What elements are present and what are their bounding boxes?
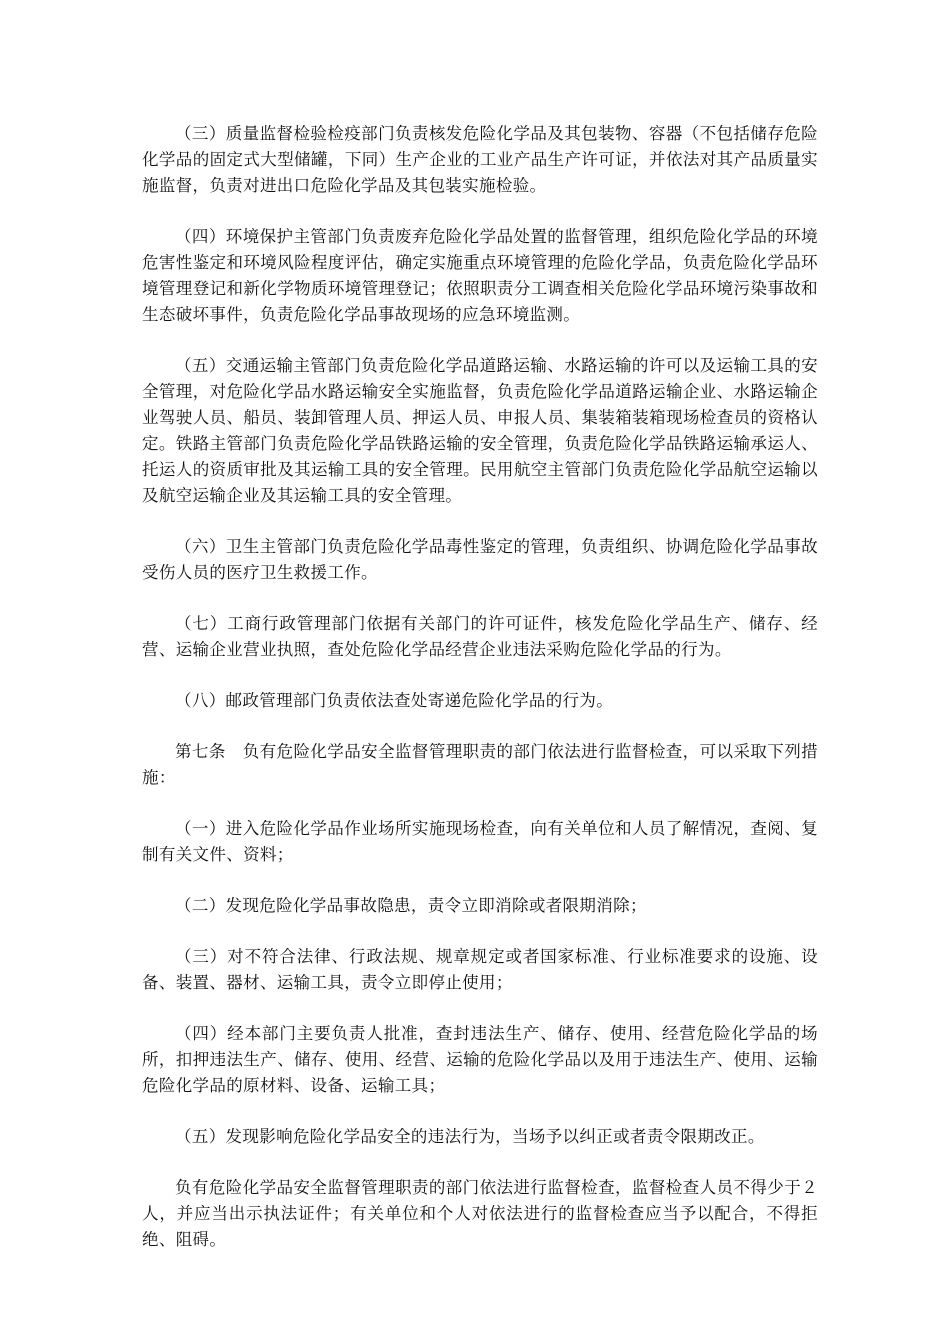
article-7-heading-paragraph: 第七条 负有危险化学品安全监督管理职责的部门依法进行监督检查，可以采取下列措施： xyxy=(142,742,818,787)
paragraph-item-3: （三）质量监督检验检疫部门负责核发危险化学品及其包装物、容器（不包括储存危险化学品的固定式大型储罐，下同）生产企业的工业产品生产许可证，并依法对其产品质量实施监督，负责对进出口危险化学品及其包装实施检验。 xyxy=(142,124,818,195)
paragraph-item-4: （四）环境保护主管部门负责废弃危险化学品处置的监督管理，组织危险化学品的环境危害性鉴定和环境风险程度评估，确定实施重点环境管理的危险化学品，负责危险化学品环境管理登记和新化学物质环境管理登记；依照职责分工调查相关危险化学品环境污染事故和生态破坏事件，负责危险化学品事故现场的应急环境监测。 xyxy=(142,227,818,324)
measure-item-1: （一）进入危险化学品作业场所实施现场检查，向有关单位和人员了解情况，查阅、复制有关文件、资料； xyxy=(142,819,818,864)
paragraph-item-8: （八）邮政管理部门负责依法查处寄递危险化学品的行为。 xyxy=(175,691,614,710)
measure-item-4: （四）经本部门主要负责人批准，查封违法生产、储存、使用、经营危险化学品的场所，扣押违法生产、储存、使用、经营、运输的危险化学品以及用于违法生产、使用、运输危险化学品的原材料、设备、运输工具； xyxy=(142,1024,818,1095)
measure-item-3: （三）对不符合法律、行政法规、规章规定或者国家标准、行业标准要求的设施、设备、装置、器材、运输工具，责令立即停止使用； xyxy=(142,947,818,992)
document-body xyxy=(142,121,818,1278)
measure-item-2: （二）发现危险化学品事故隐患，责令立即消除或者限期消除； xyxy=(175,896,647,915)
inspection-requirement-paragraph: 负有危险化学品安全监督管理职责的部门依法进行监督检查，监督检查人员不得少于２人，并应当出示执法证件；有关单位和个人对依法进行的监督检查应当予以配合，不得拒绝、阻碍。 xyxy=(142,1178,818,1249)
paragraph-item-6: （六）卫生主管部门负责危险化学品毒性鉴定的管理，负责组织、协调危险化学品事故受伤人员的医疗卫生救援工作。 xyxy=(142,537,818,582)
paragraph-item-7: （七）工商行政管理部门依据有关部门的许可证件，核发危险化学品生产、储存、经营、运输企业营业执照，查处危险化学品经营企业违法采购危险化学品的行为。 xyxy=(142,614,818,659)
paragraph-item-5: （五）交通运输主管部门负责危险化学品道路运输、水路运输的许可以及运输工具的安全管理，对危险化学品水路运输安全实施监督，负责危险化学品道路运输企业、水路运输企业驾驶人员、船员、装卸管理人员、押运人员、申报人员、集装箱装箱现场检查员的资格认定。铁路主管部门负责危险化学品铁路运输的安全管理，负责危险化学品铁路运输承运人、托运人的资质审批及其运输工具的安全管理。民用航空主管部门负责危险化学品航空运输以及航空运输企业及其运输工具的安全管理。 xyxy=(142,356,818,505)
measure-item-5: （五）发现影响危险化学品安全的违法行为，当场予以纠正或者责令限期改正。 xyxy=(175,1127,765,1146)
